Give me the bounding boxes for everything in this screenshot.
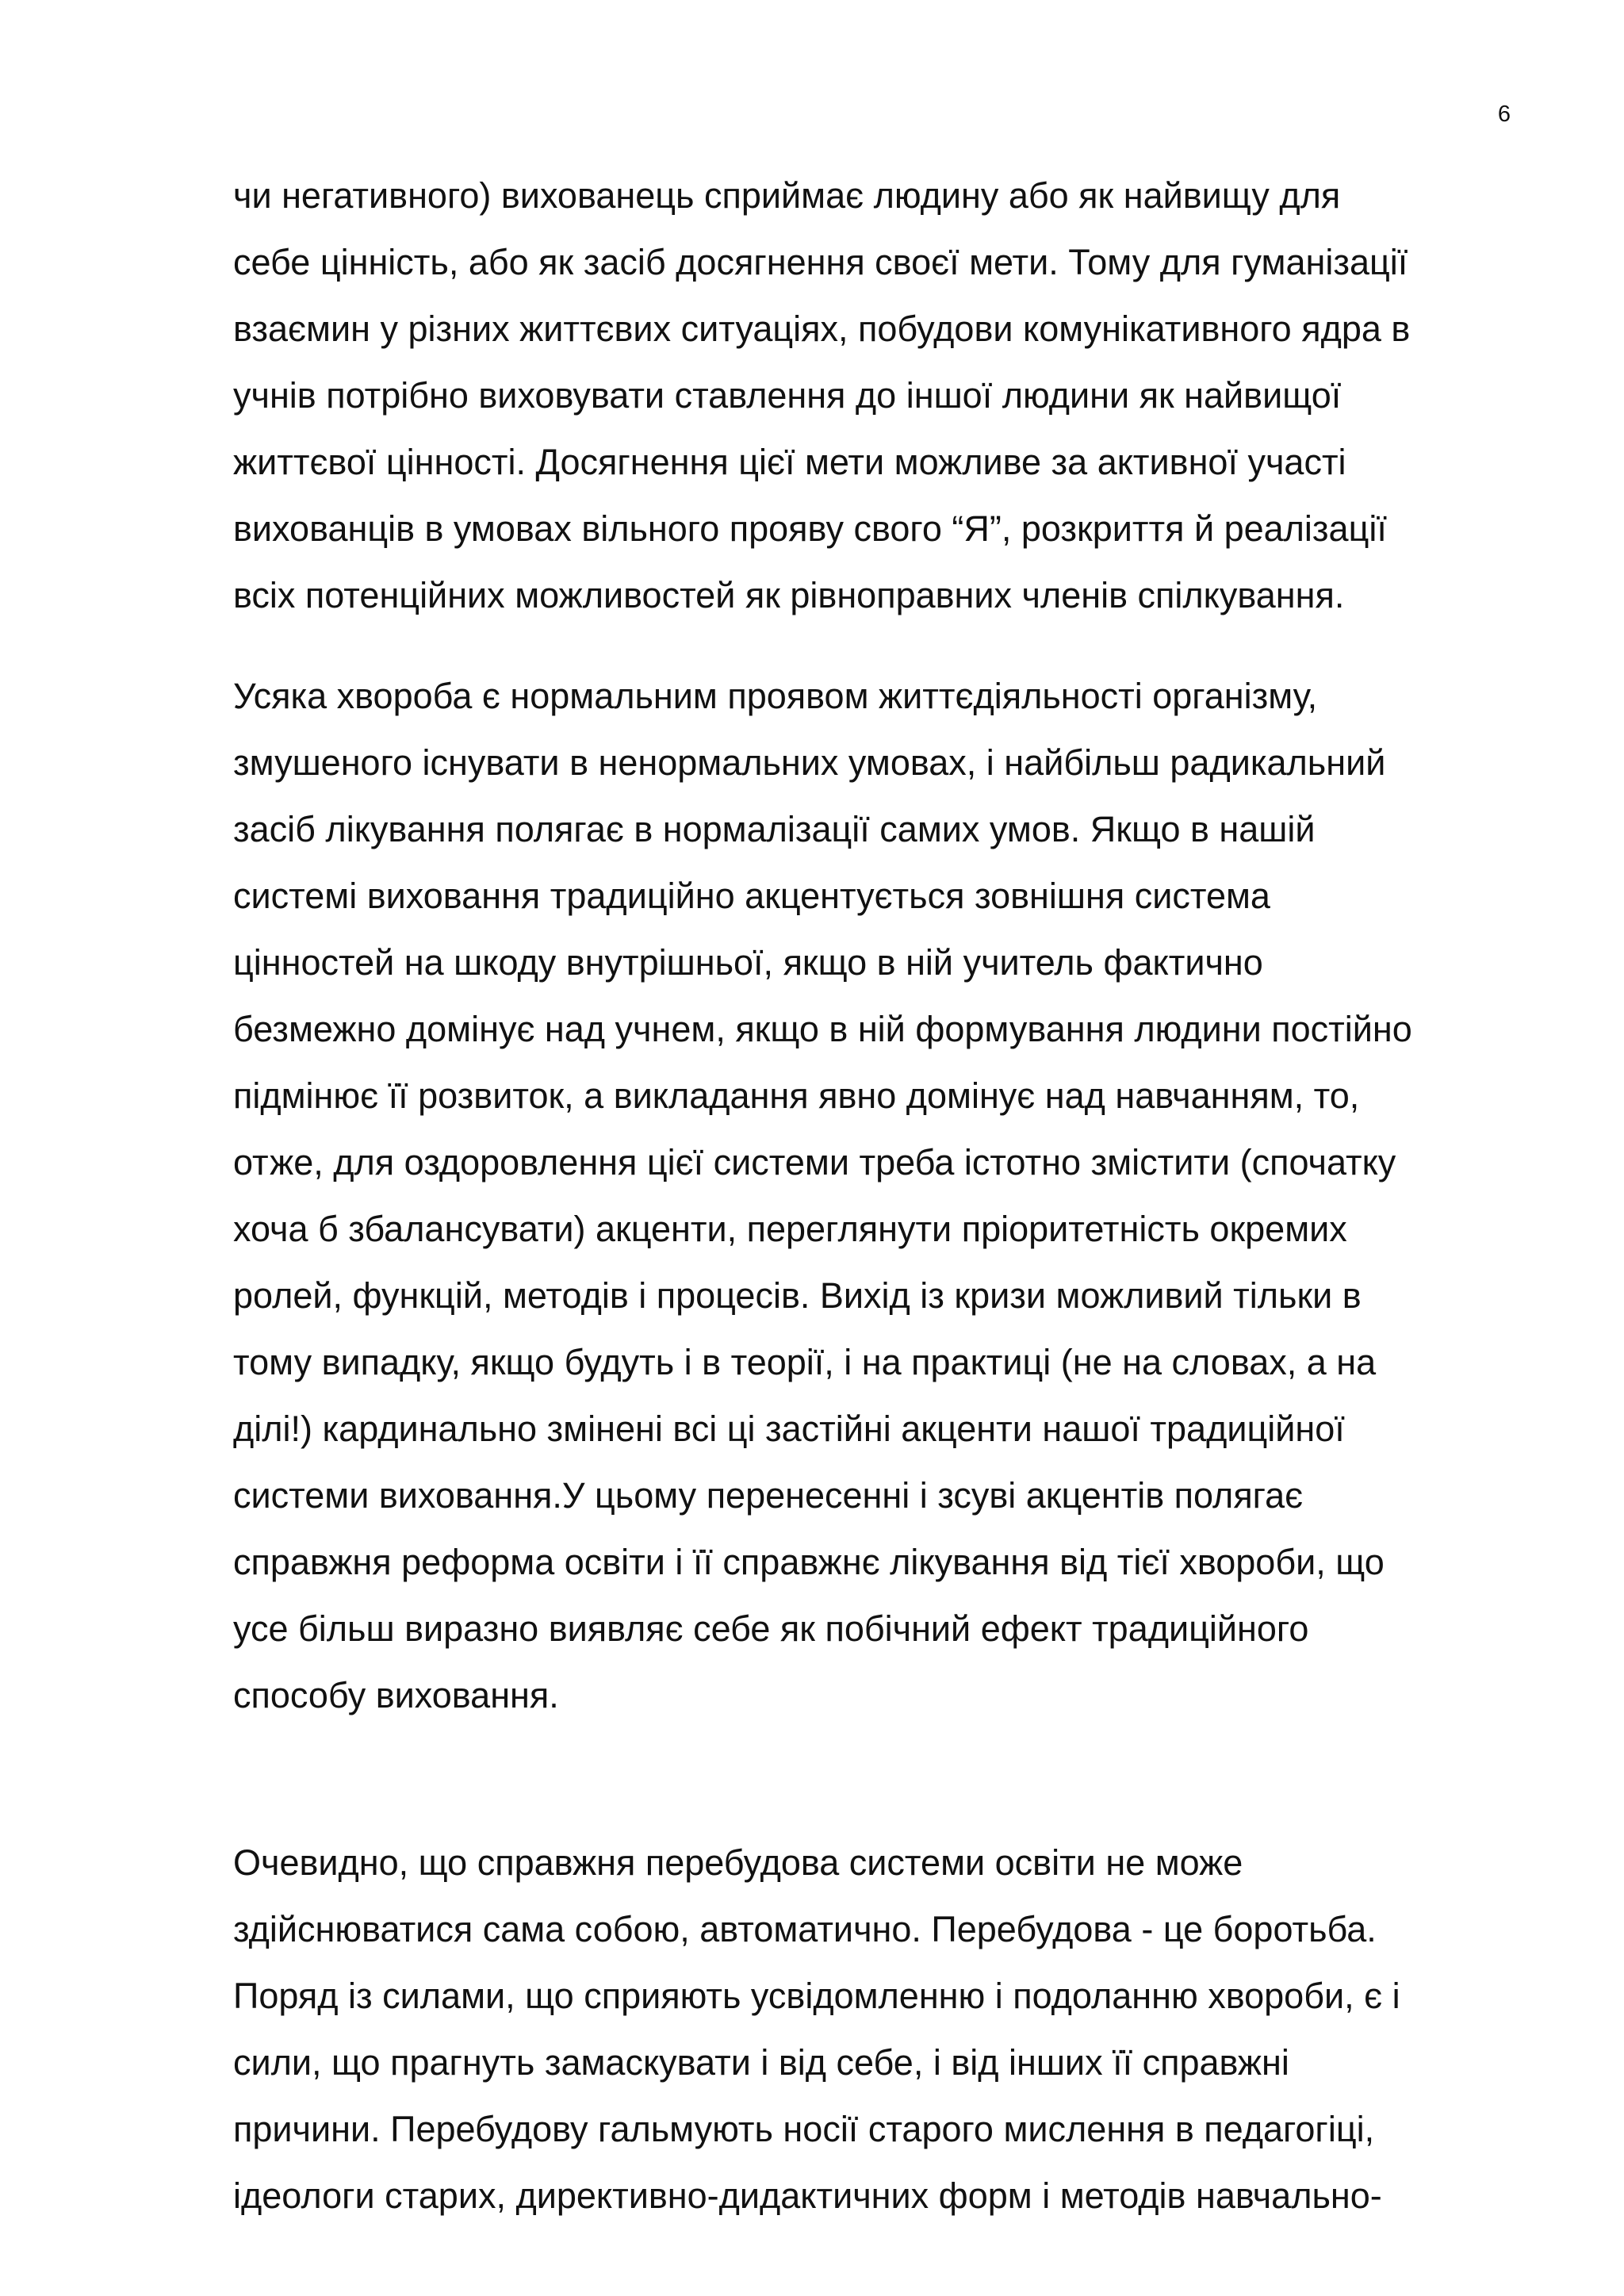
text-line: Поряд із силами, що сприяють усвідомленню і подоланню хвороби, є і xyxy=(233,1976,1400,2016)
text-line: отже, для оздоровлення цієї системи треба істотно змістити (спочатку xyxy=(233,1142,1396,1182)
paragraph-3 xyxy=(233,1830,1534,2229)
text-line: усе більш виразно виявляє себе як побічний ефект традиційного xyxy=(233,1608,1309,1649)
text-line: ділі!) кардинально змінені всі ці застійні акценти нашої традиційної xyxy=(233,1409,1345,1449)
text-line: безмежно домінує над учнем, якщо в ній формування людини постійно xyxy=(233,1009,1412,1049)
text-line: вихованців в умовах вільного прояву свого “Я”, розкриття й реалізації xyxy=(233,508,1387,549)
text-line: всіх потенційних можливостей як рівноправних членів спілкування. xyxy=(233,575,1345,615)
paragraph-1 xyxy=(233,163,1534,629)
text-line: цінностей на шкоду внутрішньої, якщо в ній учитель фактично xyxy=(233,942,1263,983)
text-line: себе цінність, або як засіб досягнення своєї мети. Тому для гуманізації xyxy=(233,242,1408,282)
text-line: змушеного існувати в ненормальних умовах, і найбільш радикальний xyxy=(233,742,1386,783)
text-line: ролей, функцій, методів і процесів. Вихід із кризи можливий тільки в xyxy=(233,1275,1362,1316)
text-line: здійснюватися сама собою, автоматично. Перебудова - це боротьба. xyxy=(233,1909,1377,1949)
text-line: справжня реформа освіти і її справжнє лікування від тієї хвороби, що xyxy=(233,1542,1385,1582)
text-line: способу виховання. xyxy=(233,1675,559,1715)
text-line: ідеологи старих, директивно-дидактичних форм і методів навчально- xyxy=(233,2175,1382,2216)
text-line: чи негативного) вихованець сприймає людину або як найвищу для xyxy=(233,175,1341,216)
text-line: хоча б збалансувати) акценти, переглянути пріоритетність окремих xyxy=(233,1209,1347,1249)
text-line: Очевидно, що справжня перебудова системи освіти не може xyxy=(233,1842,1243,1883)
text-line xyxy=(233,1729,1534,1796)
text-line: системи виховання.У цьому перенесенні і зсуві акцентів полягає xyxy=(233,1475,1304,1516)
text-line: підмінює її розвиток, а викладання явно домінує над навчанням, то, xyxy=(233,1075,1360,1116)
text-line: життєвої цінності. Досягнення цієї мети можливе за активної участі xyxy=(233,442,1346,482)
text-line: Усяка хвороба є нормальним проявом життєдіяльності організму, xyxy=(233,676,1318,716)
text-line: сили, що прагнуть замаскувати і від себе, і від інших її справжні xyxy=(233,2042,1289,2083)
text-line: системі виховання традиційно акцентується зовнішня система xyxy=(233,876,1270,916)
text-line: взаємин у різних життєвих ситуаціях, побудови комунікативного ядра в xyxy=(233,309,1411,349)
paragraph-2 xyxy=(233,663,1534,1796)
document-body xyxy=(233,163,1534,2263)
text-line: учнів потрібно виховувати ставлення до іншої людини як найвищої xyxy=(233,375,1342,416)
text-line: причини. Перебудову гальмують носії старого мислення в педагогіці, xyxy=(233,2109,1375,2149)
text-line: засіб лікування полягає в нормалізації самих умов. Якщо в нашій xyxy=(233,809,1316,849)
text-line: тому випадку, якщо будуть і в теорії, і на практиці (не на словах, а на xyxy=(233,1342,1377,1382)
page-number: 6 xyxy=(1497,102,1511,127)
